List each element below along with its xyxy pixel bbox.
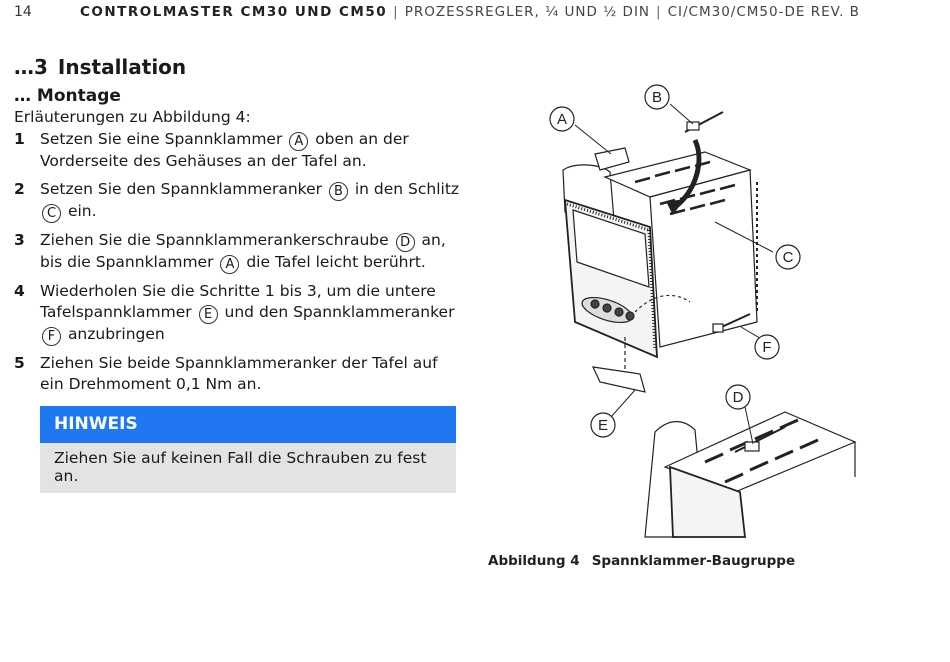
step-item	[14, 179, 464, 223]
section-heading	[14, 55, 186, 79]
step-number: 3	[14, 231, 25, 249]
callout-label: C	[42, 204, 61, 223]
note-box	[40, 406, 456, 493]
step-item	[14, 281, 464, 346]
callout-label-c: C	[782, 249, 794, 266]
step-text: oben an der Vorderseite des Gehäuses an der Tafel an.	[40, 130, 409, 170]
step-text: Ziehen Sie die Spannklammerankerschraube	[40, 231, 389, 249]
callout-label: D	[396, 233, 415, 252]
step-text: und den Spannklammeranker	[224, 303, 455, 321]
step-number: 2	[14, 180, 25, 198]
assembly-illustration	[545, 82, 905, 542]
header-separator: |	[393, 4, 399, 20]
doc-reference: CI/CM30/CM50-DE REV. B	[667, 4, 860, 20]
step-item	[14, 353, 464, 395]
callout-label: A	[220, 255, 239, 274]
callout-label: B	[329, 182, 348, 201]
section-title: Installation	[57, 55, 187, 79]
callout-label-a: A	[556, 111, 568, 128]
callout-label-e: E	[597, 417, 609, 434]
intro-text: Erläuterungen zu Abbildung 4:	[14, 108, 251, 126]
step-text: Wiederholen Sie die Schritte 1 bis 3, um die untere Tafelspannklammer	[40, 282, 436, 321]
step-text: anzubringen	[67, 325, 165, 343]
callout-label: F	[42, 327, 61, 346]
step-item	[14, 129, 464, 172]
controller-housing	[563, 112, 757, 392]
note-text: Ziehen Sie auf keinen Fall die Schrauben zu fest an.	[40, 443, 456, 493]
step-text: in den Schlitz	[354, 180, 460, 198]
callout-label-f: F	[762, 339, 772, 356]
callout-label: A	[289, 132, 308, 151]
step-number: 5	[14, 354, 25, 372]
note-heading: HINWEIS	[40, 406, 456, 443]
caption-title: Spannklammer-Baugruppe	[591, 553, 796, 569]
header-separator: |	[656, 4, 662, 20]
doc-title: CONTROLMASTER CM30 UND CM50	[80, 4, 388, 20]
step-number: 1	[14, 130, 25, 148]
doc-subtitle: PROZESSREGLER, ¼ UND ½ DIN	[404, 4, 651, 20]
page-number: 14	[14, 4, 32, 20]
step-list	[14, 129, 464, 402]
step-text: an, bis die Spannklammer	[40, 231, 446, 271]
step-text: Ziehen Sie beide Spannklammeranker der Tafel auf ein Drehmoment 0,1 Nm an.	[40, 354, 438, 393]
step-number: 4	[14, 282, 25, 300]
page-header	[14, 4, 934, 20]
step-text: ein.	[67, 202, 97, 220]
callout-label: E	[199, 305, 218, 324]
step-text: Setzen Sie den Spannklammeranker	[40, 180, 322, 198]
step-item	[14, 230, 464, 274]
subsection-heading: … Montage	[14, 86, 121, 106]
step-text: die Tafel leicht berührt.	[246, 253, 426, 271]
caption-number: Abbildung 4	[488, 553, 580, 569]
callout-label-b: B	[651, 89, 663, 106]
section-number: …3	[14, 55, 48, 79]
callout-label-d: D	[732, 389, 744, 406]
step-text: Setzen Sie eine Spannklammer	[40, 130, 283, 148]
figure-caption	[488, 553, 795, 569]
